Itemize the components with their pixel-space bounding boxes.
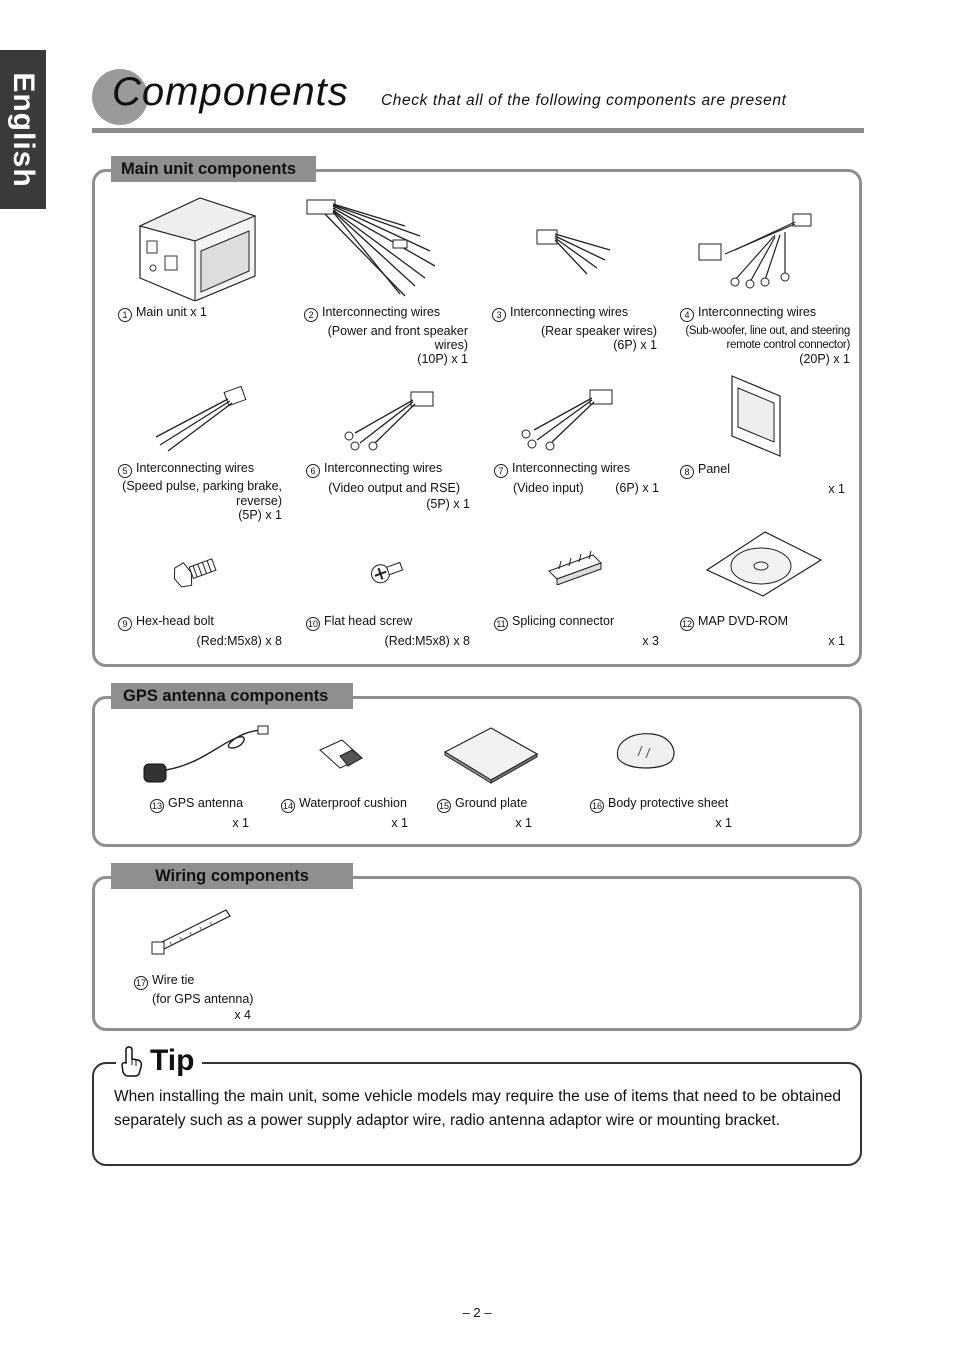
item-name: Ground plate: [455, 796, 528, 810]
item-number-badge: 12: [681, 619, 692, 629]
item-detail: (Power and front speaker: [327, 324, 468, 338]
item-quantity: (Red:M5x8) x 8: [196, 634, 282, 648]
item-detail: (Sub-woofer, line out, and steering: [685, 325, 850, 337]
item-detail: (Speed pulse, parking brake,: [122, 479, 282, 493]
item-quantity: x 3: [642, 634, 659, 648]
item-quantity: x 1: [391, 816, 408, 830]
item-quantity: x 1: [828, 482, 845, 496]
item-number-badge: 4: [680, 308, 694, 322]
rear-speaker-wires-illustration: [535, 222, 615, 277]
item-number-badge: 2: [304, 308, 318, 322]
tip-body: When installing the main unit, some vehicle models may require the use of items that need to be obtained separately such as a power supply adaptor wire, radio antenna adaptor wire or mounting bracket.: [114, 1088, 841, 1129]
item-quantity: x 1: [715, 816, 732, 830]
item-quantity: (5P) x 1: [238, 508, 282, 522]
body-protective-sheet-illustration: [612, 730, 678, 774]
speed-pulse-wires-illustration: [150, 385, 250, 453]
item-rear-speaker-wires: [492, 305, 658, 355]
item-flat-head-screw: [306, 614, 472, 654]
pointing-hand-icon: [120, 1045, 144, 1077]
tip-header: [116, 1044, 202, 1078]
power-wires-illustration: [305, 196, 445, 301]
video-output-wires-illustration: [335, 388, 440, 453]
gps-antenna-illustration: [140, 724, 270, 788]
item-subwoofer-wires: [680, 305, 851, 367]
item-name: Interconnecting wires: [512, 461, 631, 475]
item-quantity: (20P) x 1: [799, 352, 850, 366]
main-unit-illustration: [135, 196, 260, 301]
item-quantity: (5P) x 1: [426, 497, 470, 511]
gps-section-label: GPS antenna components: [111, 683, 353, 709]
language-tab-label: English: [7, 71, 40, 188]
item-quantity: x 4: [234, 1008, 251, 1022]
item-number-badge: 17: [135, 978, 146, 988]
item-quantity: (6P) x 1: [615, 481, 659, 495]
item-number-badge: 7: [494, 464, 508, 478]
item-number-badge: 9: [118, 617, 132, 631]
item-detail: (Rear speaker wires): [540, 324, 657, 338]
item-speed-pulse-wires: [118, 461, 284, 523]
item-name: Interconnecting wires: [698, 305, 817, 319]
panel-illustration: [728, 374, 784, 458]
item-name: Main unit x 1: [136, 305, 207, 319]
item-detail: reverse): [236, 494, 282, 508]
main-unit-section-label: Main unit components: [111, 156, 316, 182]
item-name: Interconnecting wires: [510, 305, 629, 319]
item-number-badge: 1: [118, 308, 132, 322]
item-number-badge: 14: [282, 801, 293, 811]
item-splicing-connector: [494, 614, 660, 654]
item-name: Waterproof cushion: [299, 796, 407, 810]
item-number-badge: 3: [492, 308, 506, 322]
item-detail: remote control connector): [726, 339, 850, 351]
item-power-wires: [304, 305, 470, 367]
splicing-connector-illustration: [545, 549, 605, 585]
video-input-wires-illustration: [512, 388, 617, 453]
item-number-badge: 15: [438, 801, 449, 811]
wiring-section-label: Wiring components: [111, 863, 353, 889]
item-detail: (Video output and RSE): [328, 481, 460, 495]
item-name: Interconnecting wires: [136, 461, 255, 475]
item-quantity: x 1: [515, 816, 532, 830]
page-header: [92, 64, 864, 134]
item-quantity: x 1: [232, 816, 249, 830]
title-rule: [92, 128, 864, 133]
item-quantity: (10P) x 1: [417, 352, 468, 366]
tip-title: Tip: [150, 1044, 195, 1077]
subwoofer-wires-illustration: [695, 210, 820, 300]
item-detail: (for GPS antenna): [152, 992, 254, 1006]
waterproof-cushion-illustration: [318, 738, 364, 770]
item-quantity: x 1: [828, 634, 845, 648]
item-detail: wires): [434, 338, 468, 352]
ground-plate-illustration: [443, 726, 539, 784]
item-number-badge: 13: [151, 801, 162, 811]
item-number-badge: 16: [591, 801, 602, 811]
item-number-badge: 6: [306, 464, 320, 478]
item-wire-tie: [134, 973, 258, 1025]
item-number-badge: 11: [494, 617, 508, 631]
item-number-badge: 5: [118, 464, 132, 478]
item-gps-antenna: [150, 796, 250, 836]
item-name: Panel: [698, 462, 730, 476]
item-name: Interconnecting wires: [324, 461, 443, 475]
item-hex-head-bolt: [118, 614, 284, 654]
flat-head-screw-illustration: [370, 556, 406, 586]
page-subtitle: Check that all of the following components are present: [381, 92, 787, 109]
item-name: Wire tie: [152, 973, 195, 987]
item-ground-plate: [437, 796, 533, 836]
item-quantity: (6P) x 1: [613, 338, 657, 352]
page-title: Components: [112, 70, 349, 114]
item-name: Flat head screw: [324, 614, 413, 628]
language-tab: [0, 50, 46, 209]
page-number: – 2 –: [462, 1305, 492, 1320]
item-video-output-wires: [306, 461, 472, 513]
hex-bolt-illustration: [173, 553, 219, 589]
wire-tie-illustration: [150, 906, 232, 956]
item-quantity: (Red:M5x8) x 8: [384, 634, 470, 648]
item-detail: (Video input): [513, 481, 584, 495]
map-dvd-rom-illustration: [705, 530, 823, 598]
item-panel: [680, 462, 846, 502]
item-video-input-wires: [494, 461, 660, 501]
item-number-badge: 10: [307, 619, 318, 629]
item-body-protective-sheet: [590, 796, 733, 836]
item-name: Hex-head bolt: [136, 614, 214, 628]
item-name: MAP DVD-ROM: [698, 614, 789, 628]
item-name: Interconnecting wires: [322, 305, 441, 319]
item-number-badge: 8: [680, 465, 694, 479]
item-name: Body protective sheet: [608, 796, 729, 810]
item-name: GPS antenna: [168, 796, 244, 810]
item-name: Splicing connector: [512, 614, 615, 628]
item-map-dvd-rom: [680, 614, 846, 654]
item-waterproof-cushion: [281, 796, 409, 836]
